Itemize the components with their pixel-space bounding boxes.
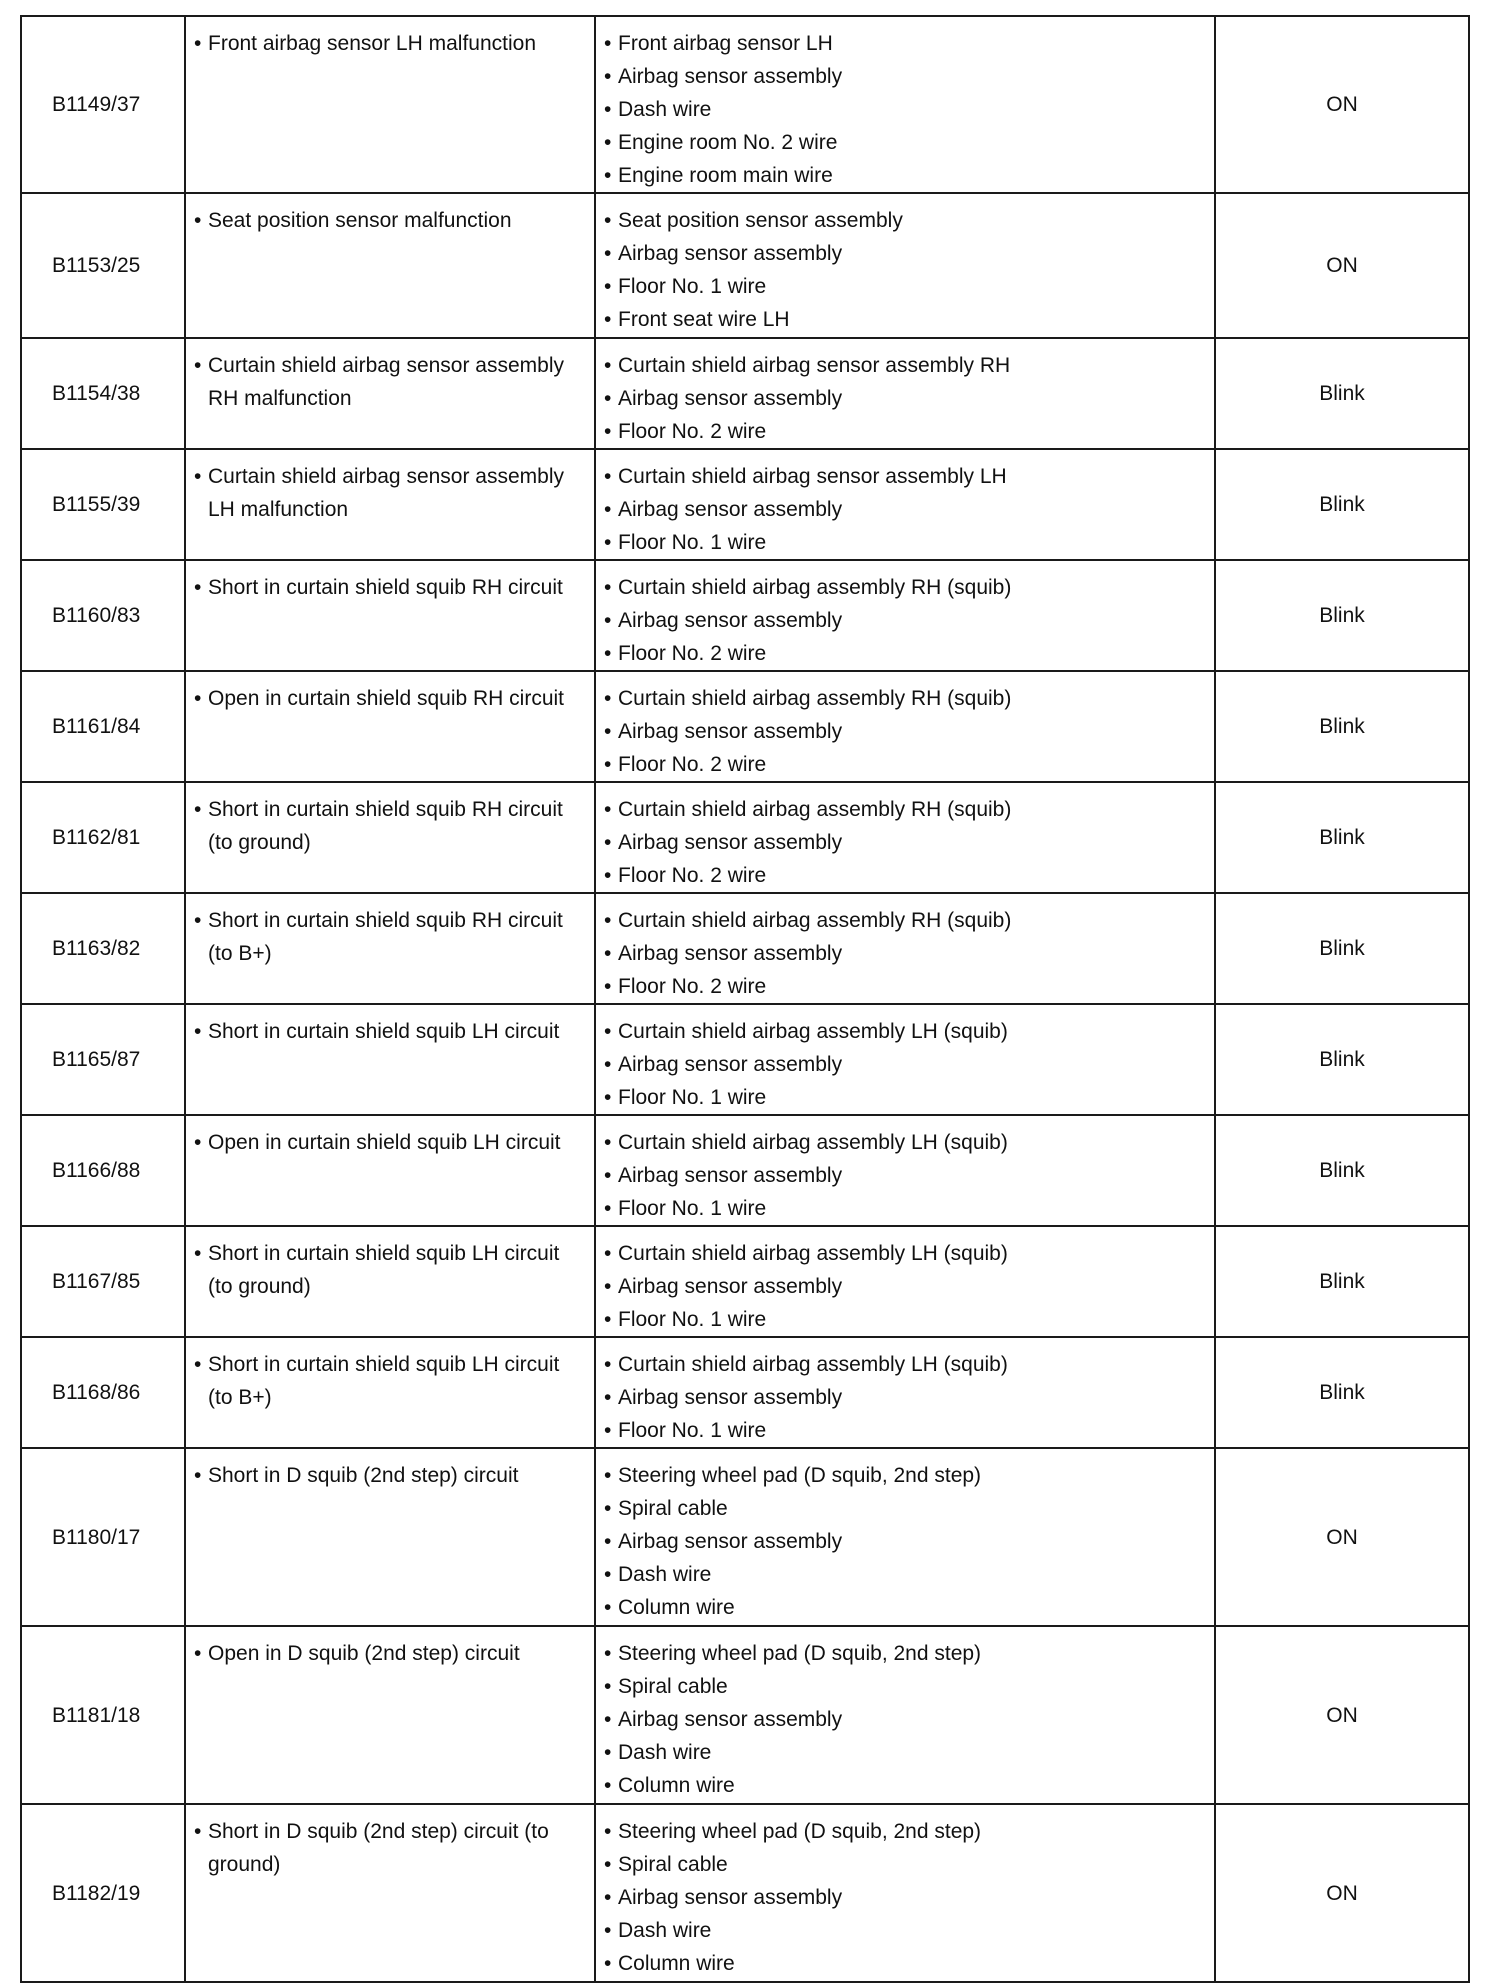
list-item: • Curtain shield airbag sensor assembly LH malfunction — [194, 460, 586, 526]
list-item: • Dash wire — [604, 1558, 1206, 1591]
trouble-area-cell — [595, 193, 1215, 338]
list-item: • Open in curtain shield squib LH circuit — [194, 1126, 586, 1159]
dtc-code-cell: B1165/87 — [21, 1004, 185, 1115]
list-item: • Short in D squib (2nd step) circuit — [194, 1459, 586, 1492]
list-item: • Column wire — [604, 1947, 1206, 1980]
list-item: • Airbag sensor assembly — [604, 1381, 1206, 1414]
warning-light-cell: Blink — [1215, 1115, 1469, 1226]
dtc-code-cell: B1154/38 — [21, 338, 185, 449]
dtc-table — [20, 15, 1470, 1983]
warning-light-cell: Blink — [1215, 1226, 1469, 1337]
list-item: • Curtain shield airbag assembly LH (squib) — [604, 1237, 1206, 1270]
list-item: • Short in curtain shield squib RH circuit (to ground) — [194, 793, 586, 859]
detection-item-cell — [185, 560, 595, 671]
trouble-area-cell-list — [604, 682, 1206, 781]
detection-item-cell — [185, 1115, 595, 1226]
trouble-area-cell — [595, 1448, 1215, 1626]
list-item: • Floor No. 1 wire — [604, 270, 1206, 303]
list-item: • Dash wire — [604, 93, 1206, 126]
dtc-code-cell: B1163/82 — [21, 893, 185, 1004]
detection-item-cell-list — [194, 27, 586, 60]
detection-item-cell — [185, 1448, 595, 1626]
list-item: • Airbag sensor assembly — [604, 604, 1206, 637]
list-item: • Airbag sensor assembly — [604, 60, 1206, 93]
trouble-area-cell — [595, 782, 1215, 893]
detection-item-cell-list — [194, 1126, 586, 1159]
list-item: • Airbag sensor assembly — [604, 237, 1206, 270]
dtc-code-cell: B1160/83 — [21, 560, 185, 671]
list-item: • Floor No. 1 wire — [604, 1192, 1206, 1225]
list-item: • Curtain shield airbag assembly RH (squib) — [604, 571, 1206, 604]
detection-item-cell — [185, 782, 595, 893]
list-item: • Curtain shield airbag sensor assembly LH — [604, 460, 1206, 493]
detection-item-cell — [185, 1226, 595, 1337]
trouble-area-cell-list — [604, 571, 1206, 670]
trouble-area-cell — [595, 893, 1215, 1004]
trouble-area-cell — [595, 16, 1215, 193]
list-item: • Curtain shield airbag assembly LH (squib) — [604, 1126, 1206, 1159]
table-row — [21, 1337, 1469, 1448]
list-item: • Steering wheel pad (D squib, 2nd step) — [604, 1637, 1206, 1670]
trouble-area-cell — [595, 338, 1215, 449]
detection-item-cell — [185, 893, 595, 1004]
list-item: • Floor No. 2 wire — [604, 415, 1206, 448]
list-item: • Floor No. 2 wire — [604, 637, 1206, 670]
list-item: • Engine room No. 2 wire — [604, 126, 1206, 159]
warning-light-cell: Blink — [1215, 338, 1469, 449]
warning-light-cell: Blink — [1215, 893, 1469, 1004]
list-item: • Curtain shield airbag assembly LH (squib) — [604, 1348, 1206, 1381]
trouble-area-cell — [595, 1004, 1215, 1115]
detection-item-cell — [185, 1626, 595, 1804]
detection-item-cell — [185, 193, 595, 338]
list-item: • Front seat wire LH — [604, 303, 1206, 336]
detection-item-cell-list — [194, 682, 586, 715]
warning-light-cell: Blink — [1215, 560, 1469, 671]
trouble-area-cell — [595, 671, 1215, 782]
detection-item-cell-list — [194, 1237, 586, 1303]
trouble-area-cell-list — [604, 793, 1206, 892]
list-item: • Airbag sensor assembly — [604, 937, 1206, 970]
list-item: • Open in D squib (2nd step) circuit — [194, 1637, 586, 1670]
list-item: • Airbag sensor assembly — [604, 1270, 1206, 1303]
list-item: • Floor No. 2 wire — [604, 970, 1206, 1003]
detection-item-cell — [185, 1004, 595, 1115]
table-row — [21, 671, 1469, 782]
list-item: • Dash wire — [604, 1736, 1206, 1769]
list-item: • Floor No. 1 wire — [604, 1414, 1206, 1447]
dtc-code-cell: B1168/86 — [21, 1337, 185, 1448]
trouble-area-cell-list — [604, 349, 1206, 448]
list-item: • Curtain shield airbag assembly LH (squib) — [604, 1015, 1206, 1048]
trouble-area-cell — [595, 1337, 1215, 1448]
list-item: • Curtain shield airbag sensor assembly RH malfunction — [194, 349, 586, 415]
detection-item-cell — [185, 449, 595, 560]
detection-item-cell-list — [194, 904, 586, 970]
list-item: • Airbag sensor assembly — [604, 1703, 1206, 1736]
warning-light-cell: ON — [1215, 1448, 1469, 1626]
dtc-code-cell: B1180/17 — [21, 1448, 185, 1626]
list-item: • Column wire — [604, 1591, 1206, 1624]
list-item: • Airbag sensor assembly — [604, 1159, 1206, 1192]
trouble-area-cell — [595, 560, 1215, 671]
warning-light-cell: ON — [1215, 1804, 1469, 1982]
trouble-area-cell — [595, 1804, 1215, 1982]
trouble-area-cell-list — [604, 904, 1206, 1003]
detection-item-cell-list — [194, 204, 586, 237]
trouble-area-cell-list — [604, 204, 1206, 336]
table-row — [21, 782, 1469, 893]
list-item: • Seat position sensor malfunction — [194, 204, 586, 237]
table-row — [21, 1626, 1469, 1804]
detection-item-cell — [185, 16, 595, 193]
trouble-area-cell-list — [604, 1815, 1206, 1980]
detection-item-cell — [185, 1804, 595, 1982]
table-row — [21, 338, 1469, 449]
list-item: • Short in curtain shield squib RH circuit — [194, 571, 586, 604]
list-item: • Engine room main wire — [604, 159, 1206, 192]
table-row — [21, 193, 1469, 338]
list-item: • Floor No. 2 wire — [604, 859, 1206, 892]
detection-item-cell-list — [194, 1815, 586, 1881]
warning-light-cell: ON — [1215, 193, 1469, 338]
list-item: • Short in curtain shield squib RH circuit (to B+) — [194, 904, 586, 970]
list-item: • Steering wheel pad (D squib, 2nd step) — [604, 1459, 1206, 1492]
trouble-area-cell — [595, 1226, 1215, 1337]
list-item: • Short in curtain shield squib LH circuit — [194, 1015, 586, 1048]
table-row — [21, 1226, 1469, 1337]
dtc-code-cell: B1162/81 — [21, 782, 185, 893]
detection-item-cell-list — [194, 1459, 586, 1492]
table-row — [21, 16, 1469, 193]
dtc-code-cell: B1161/84 — [21, 671, 185, 782]
list-item: • Short in curtain shield squib LH circuit (to B+) — [194, 1348, 586, 1414]
list-item: • Spiral cable — [604, 1670, 1206, 1703]
warning-light-cell: Blink — [1215, 782, 1469, 893]
trouble-area-cell-list — [604, 1237, 1206, 1336]
list-item: • Airbag sensor assembly — [604, 1881, 1206, 1914]
table-row — [21, 893, 1469, 1004]
list-item: • Curtain shield airbag assembly RH (squib) — [604, 682, 1206, 715]
list-item: • Airbag sensor assembly — [604, 826, 1206, 859]
trouble-area-cell-list — [604, 1015, 1206, 1114]
detection-item-cell — [185, 1337, 595, 1448]
detection-item-cell — [185, 671, 595, 782]
list-item: • Seat position sensor assembly — [604, 204, 1206, 237]
dtc-table-body — [21, 16, 1469, 1982]
detection-item-cell-list — [194, 349, 586, 415]
dtc-code-cell: B1149/37 — [21, 16, 185, 193]
list-item: • Airbag sensor assembly — [604, 715, 1206, 748]
list-item: • Floor No. 1 wire — [604, 526, 1206, 559]
list-item: • Floor No. 2 wire — [604, 748, 1206, 781]
list-item: • Curtain shield airbag assembly RH (squib) — [604, 793, 1206, 826]
detection-item-cell-list — [194, 1015, 586, 1048]
trouble-area-cell — [595, 449, 1215, 560]
table-row — [21, 1804, 1469, 1982]
list-item: • Short in curtain shield squib LH circuit (to ground) — [194, 1237, 586, 1303]
table-row — [21, 1448, 1469, 1626]
table-row — [21, 560, 1469, 671]
dtc-code-cell: B1181/18 — [21, 1626, 185, 1804]
detection-item-cell-list — [194, 793, 586, 859]
warning-light-cell: Blink — [1215, 1004, 1469, 1115]
dtc-code-cell: B1153/25 — [21, 193, 185, 338]
detection-item-cell — [185, 338, 595, 449]
warning-light-cell: ON — [1215, 16, 1469, 193]
table-row — [21, 449, 1469, 560]
list-item: • Open in curtain shield squib RH circuit — [194, 682, 586, 715]
list-item: • Front airbag sensor LH malfunction — [194, 27, 586, 60]
dtc-code-cell: B1166/88 — [21, 1115, 185, 1226]
list-item: • Airbag sensor assembly — [604, 1525, 1206, 1558]
detection-item-cell-list — [194, 1348, 586, 1414]
detection-item-cell-list — [194, 1637, 586, 1670]
list-item: • Airbag sensor assembly — [604, 1048, 1206, 1081]
list-item: • Curtain shield airbag assembly RH (squib) — [604, 904, 1206, 937]
trouble-area-cell-list — [604, 1637, 1206, 1802]
warning-light-cell: ON — [1215, 1626, 1469, 1804]
dtc-code-cell: B1182/19 — [21, 1804, 185, 1982]
trouble-area-cell-list — [604, 1126, 1206, 1225]
dtc-code-cell: B1167/85 — [21, 1226, 185, 1337]
trouble-area-cell-list — [604, 1459, 1206, 1624]
warning-light-cell: Blink — [1215, 449, 1469, 560]
detection-item-cell-list — [194, 571, 586, 604]
trouble-area-cell — [595, 1115, 1215, 1226]
dtc-code-cell: B1155/39 — [21, 449, 185, 560]
list-item: • Dash wire — [604, 1914, 1206, 1947]
table-row — [21, 1004, 1469, 1115]
trouble-area-cell-list — [604, 460, 1206, 559]
list-item: • Spiral cable — [604, 1848, 1206, 1881]
list-item: • Spiral cable — [604, 1492, 1206, 1525]
list-item: • Airbag sensor assembly — [604, 382, 1206, 415]
trouble-area-cell-list — [604, 27, 1206, 192]
table-row — [21, 1115, 1469, 1226]
list-item: • Front airbag sensor LH — [604, 27, 1206, 60]
list-item: • Short in D squib (2nd step) circuit (to ground) — [194, 1815, 586, 1881]
warning-light-cell: Blink — [1215, 671, 1469, 782]
list-item: • Airbag sensor assembly — [604, 493, 1206, 526]
trouble-area-cell — [595, 1626, 1215, 1804]
list-item: • Floor No. 1 wire — [604, 1303, 1206, 1336]
trouble-area-cell-list — [604, 1348, 1206, 1447]
list-item: • Floor No. 1 wire — [604, 1081, 1206, 1114]
list-item: • Column wire — [604, 1769, 1206, 1802]
warning-light-cell: Blink — [1215, 1337, 1469, 1448]
list-item: • Steering wheel pad (D squib, 2nd step) — [604, 1815, 1206, 1848]
list-item: • Curtain shield airbag sensor assembly RH — [604, 349, 1206, 382]
detection-item-cell-list — [194, 460, 586, 526]
